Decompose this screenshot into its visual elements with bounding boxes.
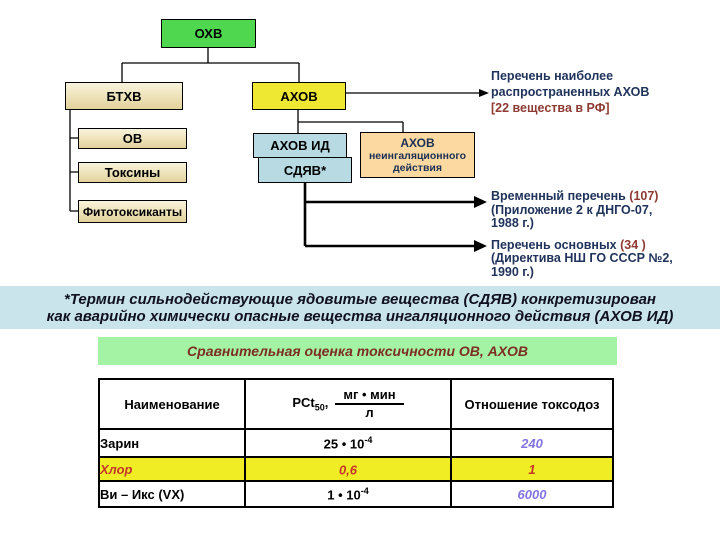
footnote-band bbox=[0, 286, 720, 329]
callout-main-list-count: (34 ) bbox=[620, 237, 646, 252]
arrowhead-temp-list bbox=[474, 196, 487, 208]
col-header-name: Наименование bbox=[99, 379, 245, 429]
node-ahov-noninhalation-title: АХОВ bbox=[400, 136, 435, 150]
footnote-line2: как аварийно химически опасные вещества ингаляционного действия (АХОВ ИД) bbox=[46, 307, 674, 325]
callout-temp-list-year: 1988 г.) bbox=[491, 216, 534, 230]
table-header-row bbox=[99, 379, 613, 429]
cell-ratio: 6000 bbox=[451, 481, 613, 507]
callout-main-list-source: (Директива НШ ГО СССР №2, bbox=[491, 251, 673, 265]
cell-name: Хлор bbox=[99, 457, 245, 481]
callout-sdyav-lists bbox=[491, 190, 711, 287]
callout-main-list-year: 1990 г.) bbox=[491, 264, 534, 279]
node-ohv: ОХВ bbox=[161, 19, 256, 48]
cell-name: Ви – Икс (VX) bbox=[99, 481, 245, 507]
col-header-ratio: Отношение токсодоз bbox=[451, 379, 613, 429]
callout-common-count: [22 вещества в РФ] bbox=[491, 101, 610, 115]
cell-dose: 1 • $10^{-4}$ bbox=[245, 481, 451, 507]
cell-dose: 0,6 bbox=[245, 457, 451, 481]
cell-ratio: 240 bbox=[451, 429, 613, 457]
cell-ratio: 1 bbox=[451, 457, 613, 481]
table-title: Сравнительная оценка токсичности ОВ, АХОВ bbox=[187, 343, 528, 359]
callout-temp-list-count: (107) bbox=[629, 189, 659, 203]
toxicity-table bbox=[98, 378, 614, 508]
callout-temp-list-source: (Приложение 2 к ДНГО-07, bbox=[491, 202, 653, 217]
node-ov: ОВ bbox=[78, 128, 187, 149]
callout-temp-list-label: Временный перечень bbox=[491, 189, 630, 203]
node-ahov-noninhalation-subtitle: неингаляционного действия bbox=[368, 150, 467, 174]
table-title-band bbox=[98, 337, 617, 365]
node-toksiny: Токсины bbox=[78, 162, 187, 183]
arrowhead-main-list bbox=[474, 240, 487, 252]
node-ahov-id: АХОВ ИД bbox=[253, 133, 347, 158]
node-ahov: АХОВ bbox=[252, 82, 346, 110]
cell-name: Зарин bbox=[99, 429, 245, 457]
dose-units-fraction: $\frac{\text{мг • мин}}{л}$ bbox=[335, 388, 403, 420]
footnote-line1: *Термин сильнодействующие ядовитые вещества (СДЯВ) конкретизирован bbox=[64, 290, 656, 308]
table-row-zarin bbox=[99, 429, 613, 457]
arrowhead-ahov-list bbox=[479, 89, 489, 97]
callout-common-line2: распространенных АХОВ bbox=[491, 85, 650, 99]
callout-common-line1: Перечень наиболее bbox=[491, 69, 614, 83]
callout-temp-list-title bbox=[491, 190, 711, 204]
dose-symbol: PCt$_{50}$, bbox=[292, 395, 329, 413]
node-sdyav: СДЯВ* bbox=[258, 157, 352, 183]
node-fitotoksikanty: Фитотоксиканты bbox=[78, 200, 187, 223]
cell-dose: 25 • $10^{-4}$ bbox=[245, 429, 451, 457]
callout-main-list-label: Перечень основных bbox=[491, 237, 621, 252]
callout-common-ahov-list bbox=[491, 68, 706, 116]
node-ahov-noninhalation bbox=[360, 132, 475, 178]
callout-temp-list bbox=[491, 190, 711, 231]
callout-main-list bbox=[491, 239, 711, 280]
table-row-chlor bbox=[99, 457, 613, 481]
col-header-dose bbox=[245, 379, 451, 429]
table-row-vx bbox=[99, 481, 613, 507]
node-bthv: БТХВ bbox=[65, 82, 183, 110]
callout-main-list-title bbox=[491, 239, 711, 253]
